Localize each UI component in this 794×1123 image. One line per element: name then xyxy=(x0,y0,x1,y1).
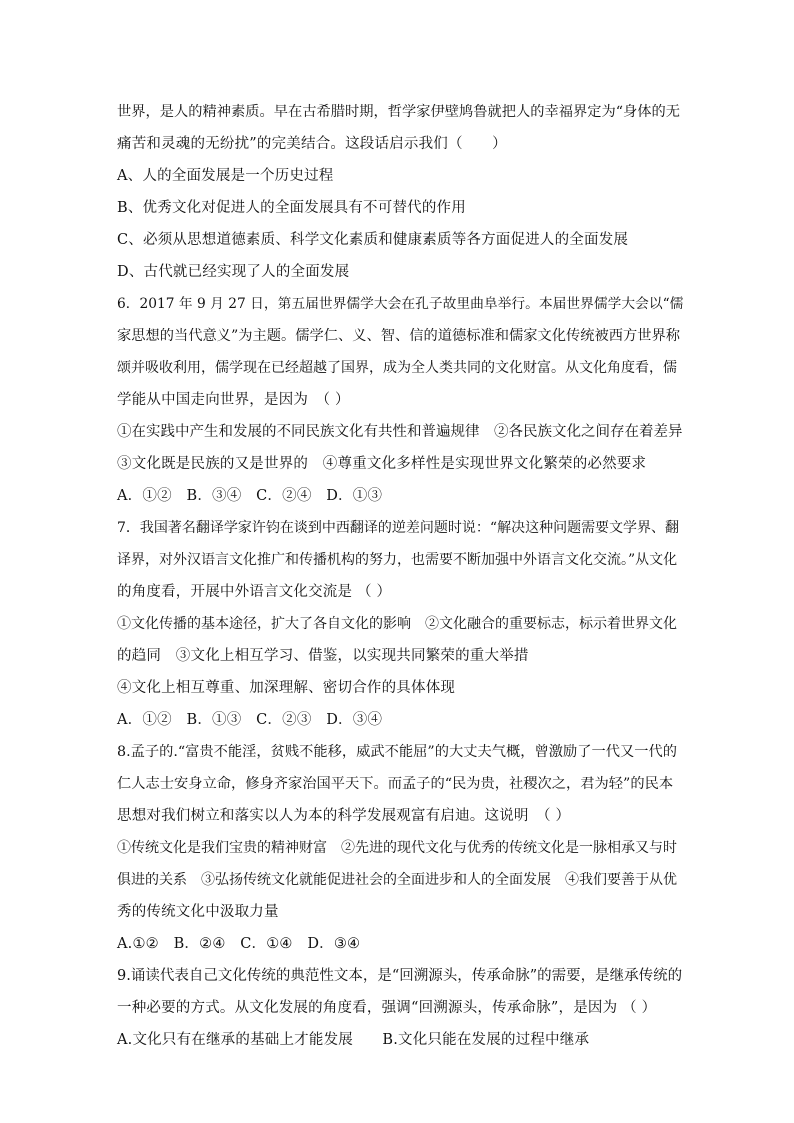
question-9-stem: 一种必要的方式。从文化发展的角度看，强调“回溯源头，传承命脉”，是因为 （ ） xyxy=(117,1000,657,1016)
option-c: C、必须从思想道德素质、科学文化素质和健康素质等各方面促进人的全面发展 xyxy=(117,232,629,248)
question-8-stem: 8.孟子的.“富贵不能淫，贫贱不能移，威武不能屈”的大丈夫气概，曾激励了一代又一代的 xyxy=(117,744,677,760)
question-7-statements: ①文化传播的基本途径，扩大了各自文化的影响 ②文化融合的重要标志，标示着世界文化 xyxy=(117,616,677,632)
question-8-statements: ①传统文化是我们宝贵的精神财富 ②先进的现代文化与优秀的传统文化是一脉相承又与时 xyxy=(117,840,677,856)
text-line: 世界，是人的精神素质。早在古希腊时期，哲学家伊壁鸠鲁就把人的幸福界定为“身体的无 xyxy=(117,104,681,120)
question-8-stem: 仁人志士安身立命，修身齐家治国平天下。而孟子的“民为贵，社稷次之，君为轻”的民本 xyxy=(117,776,674,792)
question-9-stem: 9.诵读代表自己文化传统的典范性文本，是“回溯源头，传承命脉”的需要，是继承传统的 xyxy=(117,968,683,984)
question-7-statements: ④文化上相互尊重、加深理解、密切合作的具体体现 xyxy=(117,680,456,696)
question-8-stem: 思想对我们树立和落实以人为本的科学发展观富有启迪。这说明 （ ） xyxy=(117,808,571,824)
question-7-stem: 7．我国著名翻译学家许钧在谈到中西翻译的逆差问题时说：“解决这种问题需要文学界、翻 xyxy=(117,520,680,536)
question-6-stem: 6．2017 年 9 月 27 日，第五届世界儒学大会在孔子故里曲阜举行。本届世界儒学大会以“儒 xyxy=(117,296,684,312)
question-9-choices: A.文化只有在继承的基础上才能发展 B.文化只能在发展的过程中继承 xyxy=(117,1032,590,1048)
question-6-stem: 家思想的当代意义”为主题。儒学仁、义、智、信的道德标准和儒家文化传统被西方世界称 xyxy=(117,328,681,344)
question-8-statements: 俱进的关系 ③弘扬传统文化就能促进社会的全面进步和人的全面发展 ④我们要善于从优 xyxy=(117,872,677,888)
document-page xyxy=(117,96,683,1056)
text-line: 痛苦和灵魂的无纷扰”的完美结合。这段话启示我们（ ） xyxy=(117,136,507,152)
question-7-stem: 译界，对外汉语言文化推广和传播机构的努力，也需要不断加强中外语言文化交流。”从文化 xyxy=(117,552,678,568)
question-6-statements: ①在实践中产生和发展的不同民族文化有共性和普遍规律 ②各民族文化之间存在着差异 xyxy=(117,424,683,440)
question-6-choices: A．①② B．③④ C．②④ D．①③ xyxy=(117,488,383,504)
question-8-choices: A.①② B．②④ C．①④ D．③④ xyxy=(117,936,361,952)
question-7-stem: 的角度看，开展中外语言文化交流是 （ ） xyxy=(117,584,392,600)
question-7-choices: A．①② B．①③ C．②③ D．③④ xyxy=(117,712,383,728)
question-6-statements: ③文化既是民族的又是世界的 ④尊重文化多样性是实现世界文化繁荣的必然要求 xyxy=(117,456,647,472)
option-b: B、优秀文化对促进人的全面发展具有不可替代的作用 xyxy=(117,200,466,216)
option-d: D、古代就已经实现了人的全面发展 xyxy=(117,264,350,280)
question-7-statements: 的趋同 ③文化上相互学习、借鉴，以实现共同繁荣的重大举措 xyxy=(117,648,529,664)
question-8-statements: 秀的传统文化中汲取力量 xyxy=(117,904,279,920)
option-a: A、人的全面发展是一个历史过程 xyxy=(117,168,334,184)
question-6-stem: 颂并吸收利用，儒学现在已经超越了国界，成为全人类共同的文化财富。从文化角度看，儒 xyxy=(117,360,677,376)
question-6-stem: 学能从中国走向世界，是因为 （ ） xyxy=(117,392,350,408)
